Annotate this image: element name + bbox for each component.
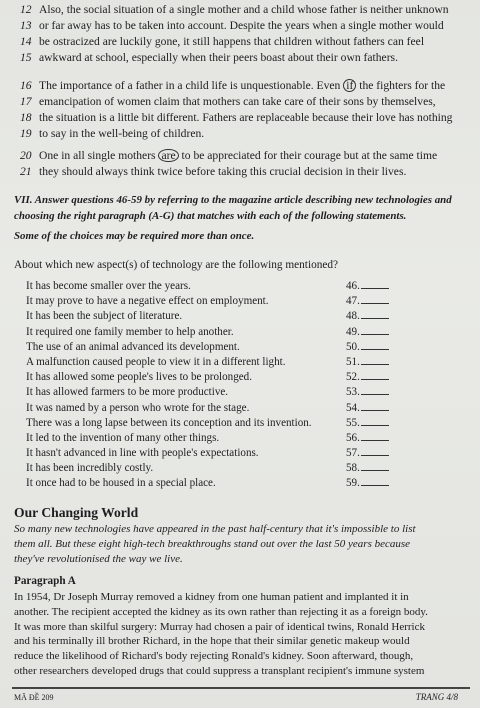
- statement-item: [26, 309, 466, 324]
- answer-blank[interactable]: 58.: [346, 461, 389, 476]
- answer-blank[interactable]: 47.: [346, 294, 389, 309]
- statement-item: [26, 294, 466, 309]
- answer-blank[interactable]: 46.: [346, 279, 389, 294]
- page-number: TRANG 4/8: [415, 692, 458, 702]
- statement-item: [26, 385, 466, 400]
- statement-text: It has been incredibly costly.: [26, 462, 154, 475]
- statement-text: It has been the subject of literature.: [26, 310, 183, 323]
- circled-word: are: [158, 149, 178, 162]
- statement-text: It may prove to have a negative effect on employment.: [26, 295, 269, 308]
- statement-list: [26, 279, 466, 492]
- answer-blank[interactable]: 51.: [346, 355, 389, 370]
- text-line: 14 be ostracized are luckily gone, it still happens that children without fathers can feel: [20, 35, 425, 48]
- statement-item: [26, 431, 466, 446]
- statement-text: It required one family member to help another.: [26, 325, 234, 338]
- statement-item: [26, 401, 466, 416]
- statement-item: [26, 416, 466, 431]
- text-line: 13 or far away has to be taken into account. Despite the years when a single mother would: [20, 19, 444, 32]
- text-line: 15 awkward at school, especially when their peers boast about their own fathers.: [20, 51, 398, 64]
- text-line: 17 emancipation of women claim that mothers can take care of their sons by themselves,: [20, 95, 436, 108]
- statement-item: [26, 355, 466, 370]
- statement-text: It led to the invention of many other things.: [26, 431, 220, 444]
- answer-blank[interactable]: 55.: [346, 416, 389, 431]
- statement-text: It once had to be housed in a special place.: [26, 477, 216, 490]
- text-line: 19 to say in the well-being of children.: [20, 127, 205, 140]
- statement-text: A malfunction caused people to view it in a different light.: [26, 355, 286, 368]
- statement-item: [26, 476, 466, 491]
- text-line: 16 The importance of a father in a child life is unquestionable. Even if the fighters for the: [20, 79, 446, 92]
- section-heading: VII. Answer questions 46-59 by referring to the magazine article describing new technologies and choosing the right paragraph (A-G) that matches with each of the following statements.: [14, 194, 452, 222]
- circled-word: if: [343, 79, 356, 92]
- article-title: Our Changing World: [14, 505, 139, 520]
- answer-blank[interactable]: 53.: [346, 385, 389, 400]
- section-note: Some of the choices may be required more than once.: [14, 230, 255, 242]
- paragraph-heading: Paragraph A: [14, 575, 76, 587]
- statement-item: [26, 325, 466, 340]
- text-line: 18 the situation is a little bit different. Fathers are replaceable because their love has nothing: [20, 111, 453, 124]
- statement-text: It has allowed farmers to be more productive.: [26, 386, 229, 399]
- answer-blank[interactable]: 50.: [346, 340, 389, 355]
- numbered-text-block: [20, 78, 476, 142]
- statement-text: It was named by a person who wrote for the stage.: [26, 401, 250, 414]
- statement-text: There was a long lapse between its conception and its invention.: [26, 416, 312, 429]
- text-line: 20 One in all single mothers are to be appreciated for their courage but at the same time: [20, 149, 438, 162]
- statement-item: [26, 279, 466, 294]
- answer-blank[interactable]: 56.: [346, 431, 389, 446]
- numbered-text-block: [20, 148, 476, 180]
- numbered-text-block: [20, 2, 476, 66]
- answer-blank[interactable]: 49.: [346, 325, 389, 340]
- statement-text: The use of an animal advanced its development.: [26, 340, 240, 353]
- answer-blank[interactable]: 59.: [346, 476, 389, 491]
- paragraph-a: In 1954, Dr Joseph Murray removed a kidney from one human patient and implanted it in another. The recipient accepted the kidney as its own rather than rejecting it as a foreign body. It was more than skilful surgery: Murray had chosen a pair of identical twins, Ronald Herrick and his terminally ill brother Richard, in the hope that their similar genetic makeup would reduce the likelihood of Richard's body rejecting Ronald's kidney. Soon afterward, though, other researchers developed drugs that could suppress a transplant recipient's immune system: [14, 591, 428, 677]
- exam-code: MÃ ĐỀ 209: [14, 693, 54, 702]
- answer-blank[interactable]: 52.: [346, 370, 389, 385]
- statement-text: It hasn't advanced in line with people's expectations.: [26, 447, 259, 460]
- answer-blank[interactable]: 48.: [346, 309, 389, 324]
- text-line: 21 they should always think twice before taking this crucial decision in their lives.: [20, 165, 407, 178]
- article-intro: So many new technologies have appeared in the past half-century that it's impossible to list them all. But these eight high-tech breakthroughs stand out over the last 50 years because they've revolutionised the way we live.: [14, 523, 416, 565]
- statement-item: [26, 461, 466, 476]
- statement-item: [26, 370, 466, 385]
- statement-text: It has allowed some people's lives to be prolonged.: [26, 371, 252, 384]
- answer-blank[interactable]: 57.: [346, 446, 389, 461]
- answer-blank[interactable]: 54.: [346, 401, 389, 416]
- footer-rule: [12, 687, 470, 689]
- statement-item: [26, 340, 466, 355]
- statement-item: [26, 446, 466, 461]
- statement-text: It has become smaller over the years.: [26, 280, 191, 292]
- question-prompt: About which new aspect(s) of technology are the following mentioned?: [14, 259, 339, 271]
- text-line: 12 Also, the social situation of a single mother and a child whose father is neither unknown: [20, 3, 449, 16]
